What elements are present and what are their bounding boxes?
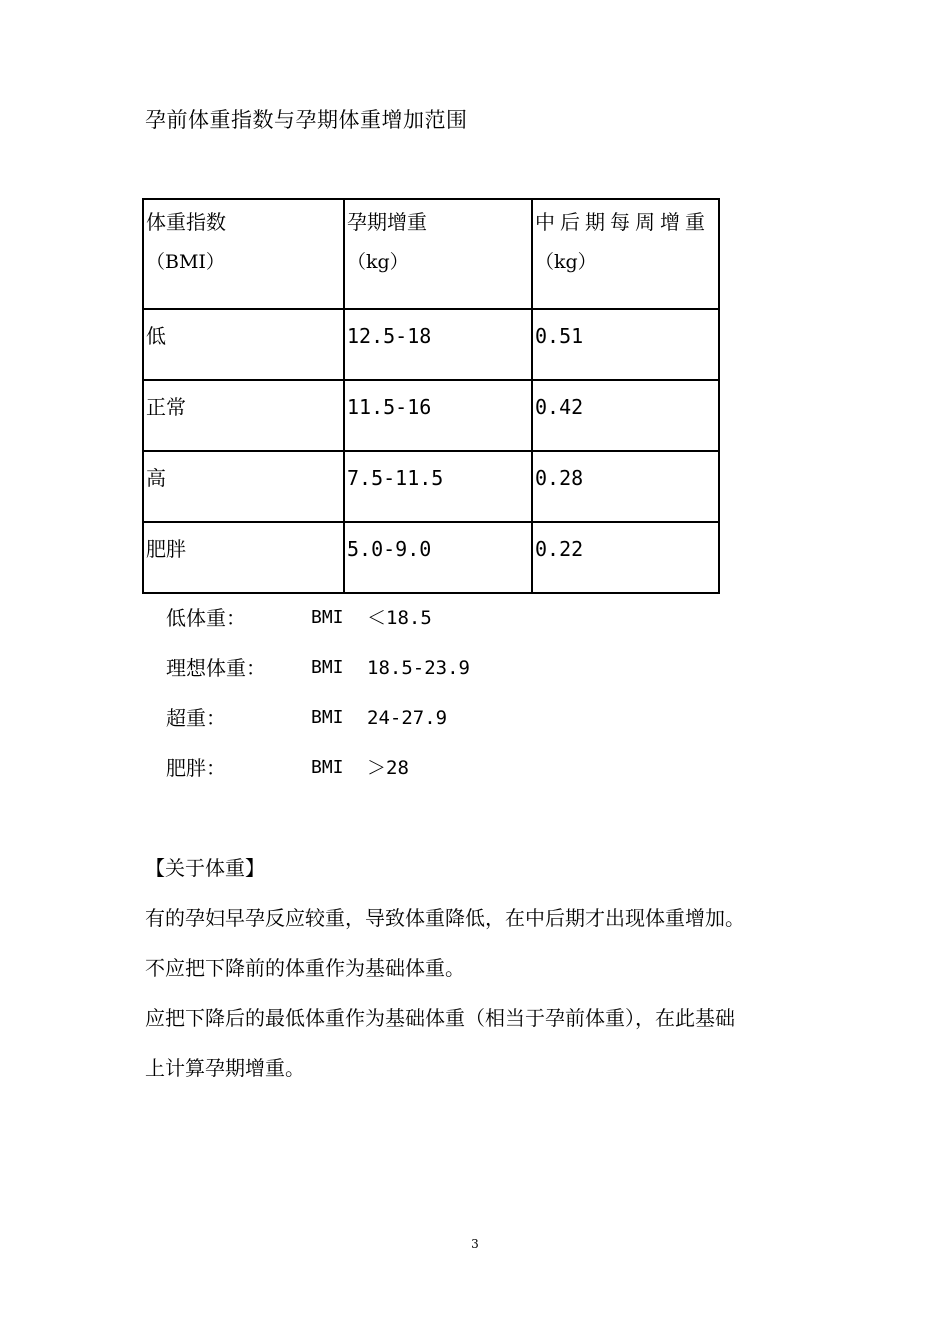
weekly-cell: 0.51 bbox=[532, 309, 719, 380]
bmi-range-item bbox=[166, 604, 666, 654]
category-cell: 高 bbox=[143, 451, 344, 522]
header-unit: （kg） bbox=[535, 251, 597, 273]
body-text bbox=[145, 904, 825, 1104]
header-label: 中后期每周增重 bbox=[535, 210, 710, 234]
bmi-category-label: 超重： bbox=[166, 706, 226, 730]
table-row bbox=[143, 309, 719, 380]
table-header-row bbox=[143, 199, 719, 309]
bmi-prefix: BMI bbox=[311, 707, 344, 728]
bmi-range-value: 24-27.9 bbox=[367, 707, 448, 729]
section-heading: 【关于体重】 bbox=[145, 856, 265, 880]
weight-gain-table bbox=[142, 198, 720, 594]
header-unit: （BMI） bbox=[146, 251, 225, 273]
page-title: 孕前体重指数与孕期体重增加范围 bbox=[145, 108, 468, 132]
bmi-range-item bbox=[166, 654, 666, 704]
bmi-category-label: 肥胖： bbox=[166, 756, 226, 780]
bmi-prefix: BMI bbox=[311, 657, 344, 678]
bmi-prefix: BMI bbox=[311, 607, 344, 628]
table-header-cell bbox=[532, 199, 719, 309]
table-row bbox=[143, 380, 719, 451]
bmi-range-item bbox=[166, 704, 666, 754]
bmi-range-list bbox=[166, 604, 666, 804]
weekly-cell: 0.22 bbox=[532, 522, 719, 593]
bmi-prefix: BMI bbox=[311, 757, 344, 778]
gain-cell: 5.0-9.0 bbox=[344, 522, 532, 593]
bmi-range-value: ＞28 bbox=[367, 757, 409, 779]
gain-cell: 12.5-18 bbox=[344, 309, 532, 380]
bmi-category-label: 理想体重： bbox=[166, 656, 266, 680]
bmi-range-value: ＜18.5 bbox=[367, 607, 432, 629]
header-label: 孕期增重 bbox=[347, 210, 427, 234]
header-unit: （kg） bbox=[347, 251, 409, 273]
category-cell: 低 bbox=[143, 309, 344, 380]
table-row bbox=[143, 522, 719, 593]
bmi-range-item bbox=[166, 754, 666, 804]
gain-cell: 7.5-11.5 bbox=[344, 451, 532, 522]
table-header-cell bbox=[344, 199, 532, 309]
category-cell: 正常 bbox=[143, 380, 344, 451]
bmi-category-label: 低体重： bbox=[166, 606, 246, 630]
gain-cell: 11.5-16 bbox=[344, 380, 532, 451]
table-row bbox=[143, 451, 719, 522]
bmi-range-value: 18.5-23.9 bbox=[367, 657, 470, 679]
weekly-cell: 0.28 bbox=[532, 451, 719, 522]
header-label: 体重指数 bbox=[146, 210, 226, 234]
paragraph-line: 上计算孕期增重。 bbox=[145, 1056, 305, 1080]
weekly-cell: 0.42 bbox=[532, 380, 719, 451]
category-cell: 肥胖 bbox=[143, 522, 344, 593]
page-number: 3 bbox=[471, 1237, 479, 1251]
table-header-cell bbox=[143, 199, 344, 309]
paragraph-line: 不应把下降前的体重作为基础体重。 bbox=[145, 956, 465, 980]
paragraph-line: 应把下降后的最低体重作为基础体重（相当于孕前体重），在此基础 bbox=[145, 1006, 735, 1030]
paragraph-line: 有的孕妇早孕反应较重，导致体重降低，在中后期才出现体重增加。 bbox=[145, 906, 745, 930]
